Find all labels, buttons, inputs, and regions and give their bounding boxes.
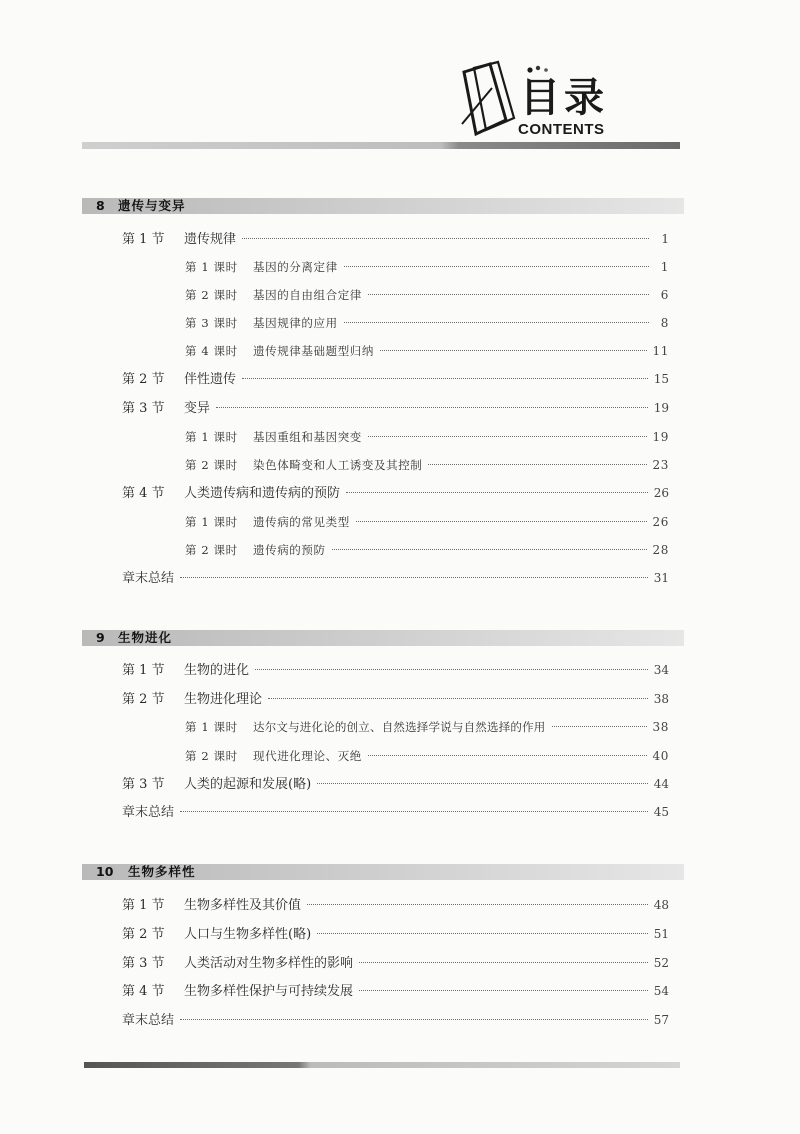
entry-label: 第 2 节	[122, 927, 165, 942]
entry-label: 第 1 节	[122, 898, 165, 913]
page-number: 38	[652, 720, 669, 734]
entry-label: 第 3 节	[122, 777, 165, 792]
dot-leader	[332, 549, 647, 550]
toc-entry-lesson[interactable]	[185, 314, 669, 332]
dot-leader	[307, 904, 648, 905]
chapter-8-heading	[82, 198, 684, 214]
dot-leader	[356, 521, 647, 522]
chapter-number: 9	[96, 630, 105, 645]
page-number: 19	[652, 430, 669, 444]
entry-label: 第 2 课时	[185, 288, 238, 302]
footer-rule	[84, 1062, 680, 1068]
page-number: 40	[652, 749, 669, 763]
dot-leader	[368, 755, 647, 756]
toc-entry-section[interactable]	[122, 399, 669, 418]
page-number: 26	[652, 515, 669, 529]
entry-title: 人类遗传病和遗传病的预防	[184, 486, 341, 501]
entry-title: 遗传规律基础题型归纳	[253, 344, 374, 358]
page-number: 1	[660, 260, 669, 274]
dot-leader	[368, 294, 649, 295]
page-number: 11	[652, 344, 669, 358]
toc-entry-summary[interactable]	[122, 569, 669, 588]
toc-entry-summary[interactable]	[122, 803, 669, 822]
toc-entry-lesson[interactable]	[185, 747, 669, 765]
toc-entry-lesson[interactable]	[185, 342, 669, 360]
dot-leader	[552, 726, 647, 727]
entry-label: 第 4 课时	[185, 344, 238, 358]
entry-label: 第 4 节	[122, 984, 165, 999]
dot-leader	[317, 933, 648, 934]
entry-title: 基因重组和基因突变	[253, 430, 362, 444]
entry-title: 现代进化理论、灭绝	[253, 749, 362, 763]
page-number: 19	[653, 401, 669, 415]
chapter-title: 生物多样性	[128, 864, 196, 879]
dot-leader	[216, 407, 648, 408]
toc-entry-lesson[interactable]	[185, 286, 669, 304]
entry-title: 伴性遗传	[184, 372, 237, 387]
page-number: 51	[653, 927, 669, 941]
page-number: 6	[660, 288, 669, 302]
page-number: 48	[653, 898, 669, 912]
dot-leader	[242, 238, 649, 239]
page-number: 8	[660, 316, 669, 330]
entry-label: 第 2 课时	[185, 543, 238, 557]
entry-title: 生物进化理论	[184, 692, 263, 707]
entry-label: 第 3 节	[122, 401, 165, 416]
toc-entry-lesson[interactable]	[185, 258, 669, 276]
entry-label: 第 1 课时	[185, 720, 238, 734]
toc-entry-section[interactable]	[122, 954, 669, 973]
toc-entry-lesson[interactable]	[185, 428, 669, 446]
page-subtitle: CONTENTS	[518, 121, 605, 138]
entry-title: 变异	[184, 401, 211, 416]
entry-title: 生物的进化	[184, 663, 250, 678]
dot-leader	[344, 266, 649, 267]
toc-entry-section[interactable]	[122, 484, 669, 503]
entry-title: 章末总结	[122, 805, 175, 820]
dot-leader	[180, 1019, 648, 1020]
entry-title: 遗传规律	[184, 232, 237, 247]
page-number: 28	[652, 543, 669, 557]
dot-leader	[380, 350, 647, 351]
entry-title: 人口与生物多样性(略)	[184, 927, 312, 942]
toc-entry-section[interactable]	[122, 775, 669, 794]
entry-title: 人类的起源和发展(略)	[184, 777, 312, 792]
page-title: 目录	[520, 75, 608, 121]
entry-label: 第 2 课时	[185, 749, 238, 763]
page-number: 23	[652, 458, 669, 472]
entry-title: 遗传病的预防	[253, 543, 326, 557]
toc-entry-lesson[interactable]	[185, 541, 669, 559]
toc-entry-section[interactable]	[122, 896, 669, 915]
toc-entry-section[interactable]	[122, 925, 669, 944]
page-number: 52	[653, 956, 669, 970]
dot-leader	[344, 322, 649, 323]
page-number: 31	[653, 571, 669, 585]
page-number: 34	[653, 663, 669, 677]
dot-leader	[359, 962, 648, 963]
entry-title: 染色体畸变和人工诱变及其控制	[253, 458, 423, 472]
dot-leader	[368, 436, 647, 437]
header-rule	[82, 142, 680, 149]
dot-leader	[255, 669, 648, 670]
entry-label: 第 2 节	[122, 692, 165, 707]
page-number: 57	[653, 1013, 669, 1027]
entry-label: 第 2 节	[122, 372, 165, 387]
entry-label: 第 3 课时	[185, 316, 238, 330]
entry-title: 生物多样性保护与可持续发展	[184, 984, 354, 999]
dot-leader	[180, 811, 648, 812]
dot-leader	[428, 464, 646, 465]
page-number: 15	[653, 372, 669, 386]
entry-title: 生物多样性及其价值	[184, 898, 302, 913]
dot-leader	[180, 577, 648, 578]
entry-label: 第 4 节	[122, 486, 165, 501]
page-number: 45	[653, 805, 669, 819]
page-number: 26	[653, 486, 669, 500]
toc-entry-section[interactable]	[122, 661, 669, 680]
toc-entry-summary[interactable]	[122, 1011, 669, 1030]
entry-label: 第 1 课时	[185, 260, 238, 274]
chapter-9-heading	[82, 630, 684, 646]
chapter-10-heading	[82, 864, 684, 880]
toc-entry-lesson[interactable]	[185, 718, 669, 736]
toc-entry-section[interactable]	[122, 982, 669, 1001]
toc-entry-lesson[interactable]	[185, 456, 669, 474]
entry-title: 章末总结	[122, 571, 175, 586]
entry-title: 达尔文与进化论的创立、自然选择学说与自然选择的作用	[253, 720, 546, 734]
entry-label: 第 3 节	[122, 956, 165, 971]
page-number: 54	[653, 984, 669, 998]
toc-entry-lesson[interactable]	[185, 513, 669, 531]
entry-title: 人类活动对生物多样性的影响	[184, 956, 354, 971]
entry-title: 章末总结	[122, 1013, 175, 1028]
toc-entry-section[interactable]	[122, 370, 669, 389]
dot-leader	[346, 492, 648, 493]
page-number: 44	[653, 777, 669, 791]
toc-entry-section[interactable]	[122, 230, 669, 249]
entry-label: 第 1 课时	[185, 430, 238, 444]
chapter-number: 10	[96, 864, 114, 879]
toc-entry-section[interactable]	[122, 690, 669, 709]
entry-label: 第 1 节	[122, 663, 165, 678]
page-number: 38	[653, 692, 669, 706]
entry-title: 基因的自由组合定律	[253, 288, 362, 302]
chapter-number: 8	[96, 198, 105, 213]
dot-leader	[359, 990, 648, 991]
dot-leader	[268, 698, 648, 699]
entry-label: 第 2 课时	[185, 458, 238, 472]
entry-label: 第 1 节	[122, 232, 165, 247]
dot-leader	[242, 378, 648, 379]
chapter-title: 遗传与变异	[118, 198, 186, 213]
page-number: 1	[661, 232, 669, 246]
entry-title: 遗传病的常见类型	[253, 515, 350, 529]
entry-title: 基因规律的应用	[253, 316, 338, 330]
entry-title: 基因的分离定律	[253, 260, 338, 274]
dot-leader	[317, 783, 648, 784]
chapter-title: 生物进化	[118, 630, 173, 645]
entry-label: 第 1 课时	[185, 515, 238, 529]
